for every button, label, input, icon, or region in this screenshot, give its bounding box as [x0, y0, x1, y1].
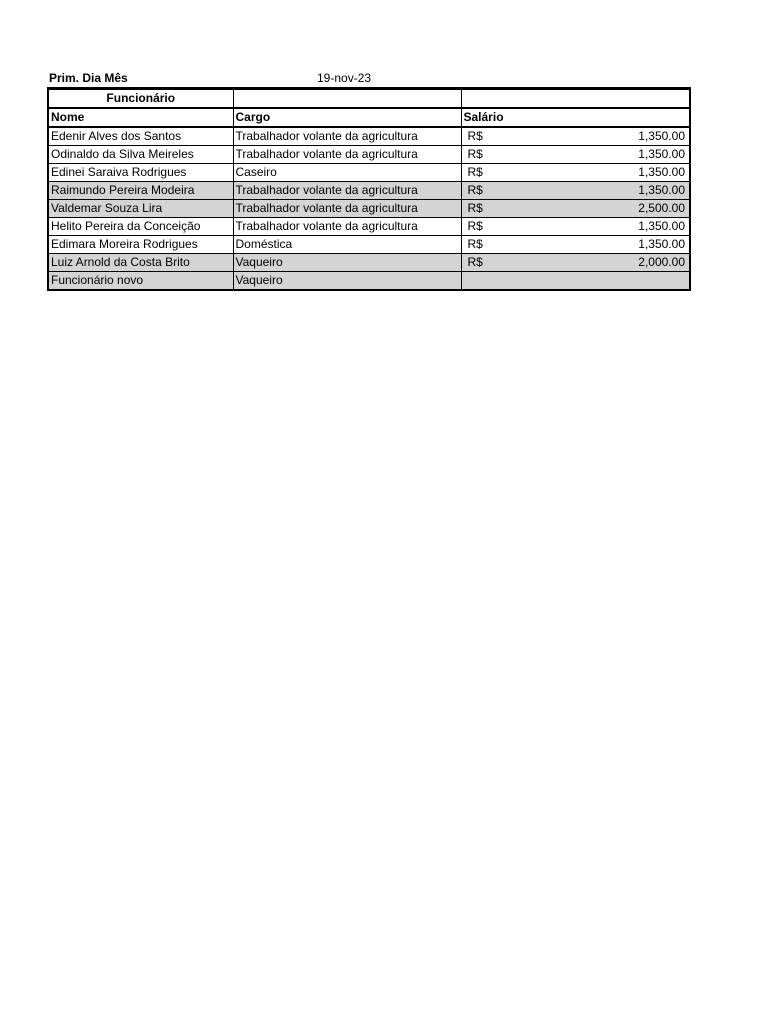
table-row: [48, 218, 690, 236]
salary-amount: 1,350.00: [638, 147, 685, 161]
salary-amount: 1,350.00: [638, 237, 685, 251]
cell-cargo[interactable]: Trabalhador volante da agricultura: [233, 182, 461, 200]
cell-cargo[interactable]: Caseiro: [233, 164, 461, 182]
cell-nome[interactable]: Raimundo Pereira Modeira: [48, 182, 233, 200]
cell-nome[interactable]: Valdemar Souza Lira: [48, 200, 233, 218]
first-day-date: 19-nov-23: [317, 71, 372, 85]
salary-amount: 2,500.00: [638, 201, 685, 215]
cell-salario[interactable]: [461, 127, 690, 146]
employee-table: [47, 87, 691, 291]
cell-cargo[interactable]: Vaqueiro: [233, 272, 461, 291]
column-header-salario: Salário: [461, 108, 690, 127]
cell-cargo[interactable]: Trabalhador volante da agricultura: [233, 146, 461, 164]
salary-amount: 1,350.00: [638, 219, 685, 233]
cell-nome[interactable]: Helito Pereira da Conceição: [48, 218, 233, 236]
salary-amount: 1,350.00: [638, 165, 685, 179]
column-header-cargo: Cargo: [233, 108, 461, 127]
cell-cargo[interactable]: Trabalhador volante da agricultura: [233, 127, 461, 146]
table-row: [48, 182, 690, 200]
currency-symbol: R$: [467, 183, 483, 197]
cell-salario[interactable]: [461, 272, 690, 291]
cell-salario[interactable]: [461, 218, 690, 236]
empty-header-cell: [461, 89, 690, 109]
currency-symbol: R$: [467, 165, 483, 179]
currency-symbol: R$: [467, 129, 483, 143]
salary-amount: 1,350.00: [638, 183, 685, 197]
table-row: [48, 200, 690, 218]
cell-salario[interactable]: [461, 236, 690, 254]
currency-symbol: R$: [467, 237, 483, 251]
currency-symbol: R$: [467, 255, 483, 269]
cell-salario[interactable]: [461, 164, 690, 182]
currency-symbol: R$: [467, 219, 483, 233]
cell-salario[interactable]: [461, 254, 690, 272]
empty-header-cell: [233, 89, 461, 109]
cell-cargo[interactable]: Trabalhador volante da agricultura: [233, 200, 461, 218]
salary-amount: 2,000.00: [638, 255, 685, 269]
cell-salario[interactable]: [461, 200, 690, 218]
table-row: [48, 236, 690, 254]
spreadsheet: [47, 70, 689, 291]
funcionario-header: Funcionário: [48, 89, 233, 109]
cell-nome[interactable]: Edenir Alves dos Santos: [48, 127, 233, 146]
header-line: [47, 70, 689, 87]
cell-salario[interactable]: [461, 182, 690, 200]
currency-symbol: R$: [467, 201, 483, 215]
currency-symbol: R$: [467, 147, 483, 161]
table-row: [48, 164, 690, 182]
cell-cargo[interactable]: Trabalhador volante da agricultura: [233, 218, 461, 236]
table-row: [48, 272, 690, 291]
cell-cargo[interactable]: Doméstica: [233, 236, 461, 254]
first-day-label: Prim. Dia Mês: [49, 71, 128, 85]
cell-nome[interactable]: Odinaldo da Silva Meireles: [48, 146, 233, 164]
cell-nome[interactable]: Edinei Saraiva Rodrigues: [48, 164, 233, 182]
cell-salario[interactable]: [461, 146, 690, 164]
column-header-row: [48, 108, 690, 127]
cell-nome[interactable]: Funcionário novo: [48, 272, 233, 291]
cell-nome[interactable]: Luiz Arnold da Costa Brito: [48, 254, 233, 272]
table-row: [48, 254, 690, 272]
cell-cargo[interactable]: Vaqueiro: [233, 254, 461, 272]
salary-amount: 1,350.00: [638, 129, 685, 143]
cell-nome[interactable]: Edimara Moreira Rodrigues: [48, 236, 233, 254]
column-header-nome: Nome: [48, 108, 233, 127]
group-header-row: [48, 89, 690, 109]
table-row: [48, 127, 690, 146]
table-row: [48, 146, 690, 164]
